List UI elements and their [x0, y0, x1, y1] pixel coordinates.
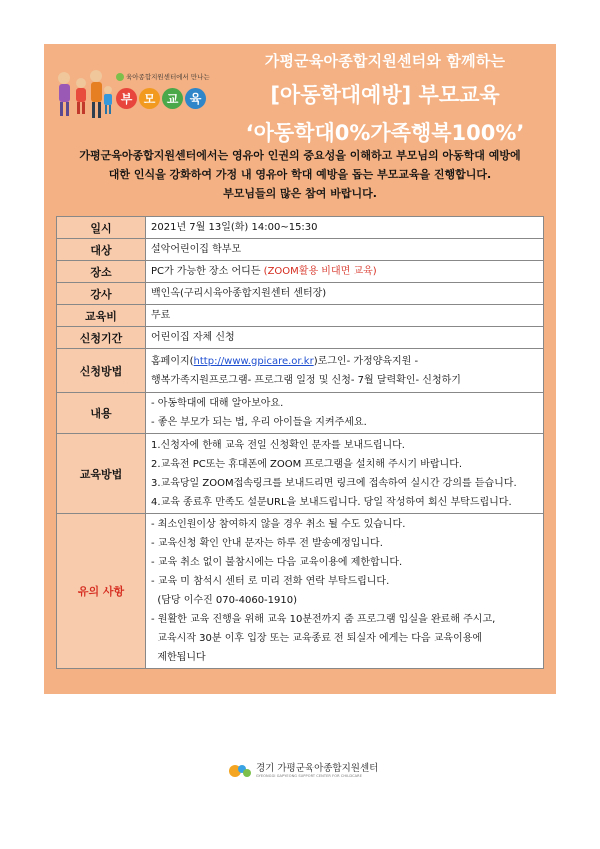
title-line-2: [아동학대예방] 부모교육 — [270, 83, 500, 107]
table-row — [57, 305, 544, 327]
row-label: 신청기간 — [57, 327, 146, 349]
row-value-method: 홈페이지(http://www.gpicare.or.kr)로그인- 가정양육지원 - 행복가족지원프로그램- 프로그램 일정 및 신청- 7월 달력확인- 신청하기 — [146, 349, 544, 393]
center-logo-icon — [228, 762, 252, 780]
intro-line-1: 가평군육아종합지원센터에서는 영유아 인권의 중요성을 이해하고 부모님의 아동학대 예방에 — [79, 149, 521, 162]
table-row — [57, 514, 544, 669]
homepage-link[interactable]: http://www.gpicare.or.kr — [193, 355, 314, 367]
row-value-target: 설악어린이집 학부모 — [146, 239, 544, 261]
table-row — [57, 393, 544, 434]
footer-logo — [228, 762, 378, 780]
row-value-fee: 무료 — [146, 305, 544, 327]
info-table — [56, 216, 544, 669]
row-value-lecturer: 백인옥(구리시육아종합지원센터 센터장) — [146, 283, 544, 305]
row-label-notice: 유의 사항 — [57, 514, 146, 669]
logo-badge: 부 — [116, 88, 137, 109]
row-value-content: - 아동학대에 대해 알아보아요. - 좋은 부모가 되는 법, 우리 아이들을 지켜주세요. — [146, 393, 544, 434]
table-row — [57, 283, 544, 305]
logo-badge: 교 — [162, 88, 183, 109]
table-row — [57, 327, 544, 349]
org-name: 경기 가평군육아종합지원센터 — [256, 763, 379, 774]
intro-line-2: 대한 인식을 강화하여 가정 내 영유아 학대 예방을 돕는 부모교육을 진행합니다. — [108, 168, 492, 181]
row-label: 교육방법 — [57, 434, 146, 514]
logo-badge: 육 — [185, 88, 206, 109]
row-value-date: 2021년 7월 13일(화) 14:00~15:30 — [146, 217, 544, 239]
intro-text — [44, 146, 556, 203]
logo-badge: 모 — [139, 88, 160, 109]
title-slogan: ‘아동학대0%가족행복100%’ — [245, 121, 525, 145]
row-value-notice: - 최소인원이상 참여하지 않을 경우 취소 될 수도 있습니다. - 교육신청 확인 안내 문자는 하루 전 발송예정입니다. - 교육 취소 없이 불참시에는 다음 교육이용에 제한합니다. - 교육 미 참석시 센터 로 미리 전화 연락 부탁드립니다. (담당 이수진 070-4060-1910) - 원활한 교육 진행을 위해 교육 10분전까지 줌 프로그램 입실을 완료해 주시고, 교육시작 30분 이후 입장 또는 교육종료 전 퇴실자 에게는 다음 교육이용에 제한됩니다 — [146, 514, 544, 669]
table-row — [57, 239, 544, 261]
title-line-1: 가평군육아종합지원센터와 함께하는 — [264, 52, 506, 70]
row-label: 일시 — [57, 217, 146, 239]
table-row — [57, 217, 544, 239]
poster — [44, 44, 556, 694]
poster-title — [220, 48, 550, 147]
row-value-edu-method: 1.신청자에 한해 교육 전일 신청확인 문자를 보내드립니다. 2.교육전 PC또는 휴대폰에 ZOOM 프로그램을 설치해 주시기 바랍니다. 3.교육당일 ZOOM접속링크를 보내드리면 링크에 접속하여 실시간 강의를 듣습니다. 4.교육 종료후 만족도 설문URL을 보내드립니다. 당일 작성하여 회신 부탁드립니다. — [146, 434, 544, 514]
row-value-period: 어린이집 자체 신청 — [146, 327, 544, 349]
table-row — [57, 434, 544, 514]
row-label: 강사 — [57, 283, 146, 305]
row-label: 장소 — [57, 261, 146, 283]
row-label: 신청방법 — [57, 349, 146, 393]
row-value-place: PC가 가능한 장소 어디든 (ZOOM활용 비대면 교육) — [146, 261, 544, 283]
table-row — [57, 349, 544, 393]
logo-caption: 육아종합지원센터에서 만나는 — [116, 72, 210, 81]
row-label: 내용 — [57, 393, 146, 434]
table-row — [57, 261, 544, 283]
family-illustration-icon — [54, 68, 114, 124]
intro-line-3: 부모님들의 많은 참여 바랍니다. — [223, 187, 377, 200]
program-logo — [54, 66, 210, 126]
row-label: 대상 — [57, 239, 146, 261]
online-note: (ZOOM활용 비대면 교육) — [263, 266, 377, 277]
org-english-name: GYEONGGI GAPYEONG SUPPORT CENTER FOR CHILDCARE — [256, 774, 363, 778]
row-label: 교육비 — [57, 305, 146, 327]
logo-badges — [116, 88, 206, 109]
center-logo-icon — [116, 73, 124, 81]
